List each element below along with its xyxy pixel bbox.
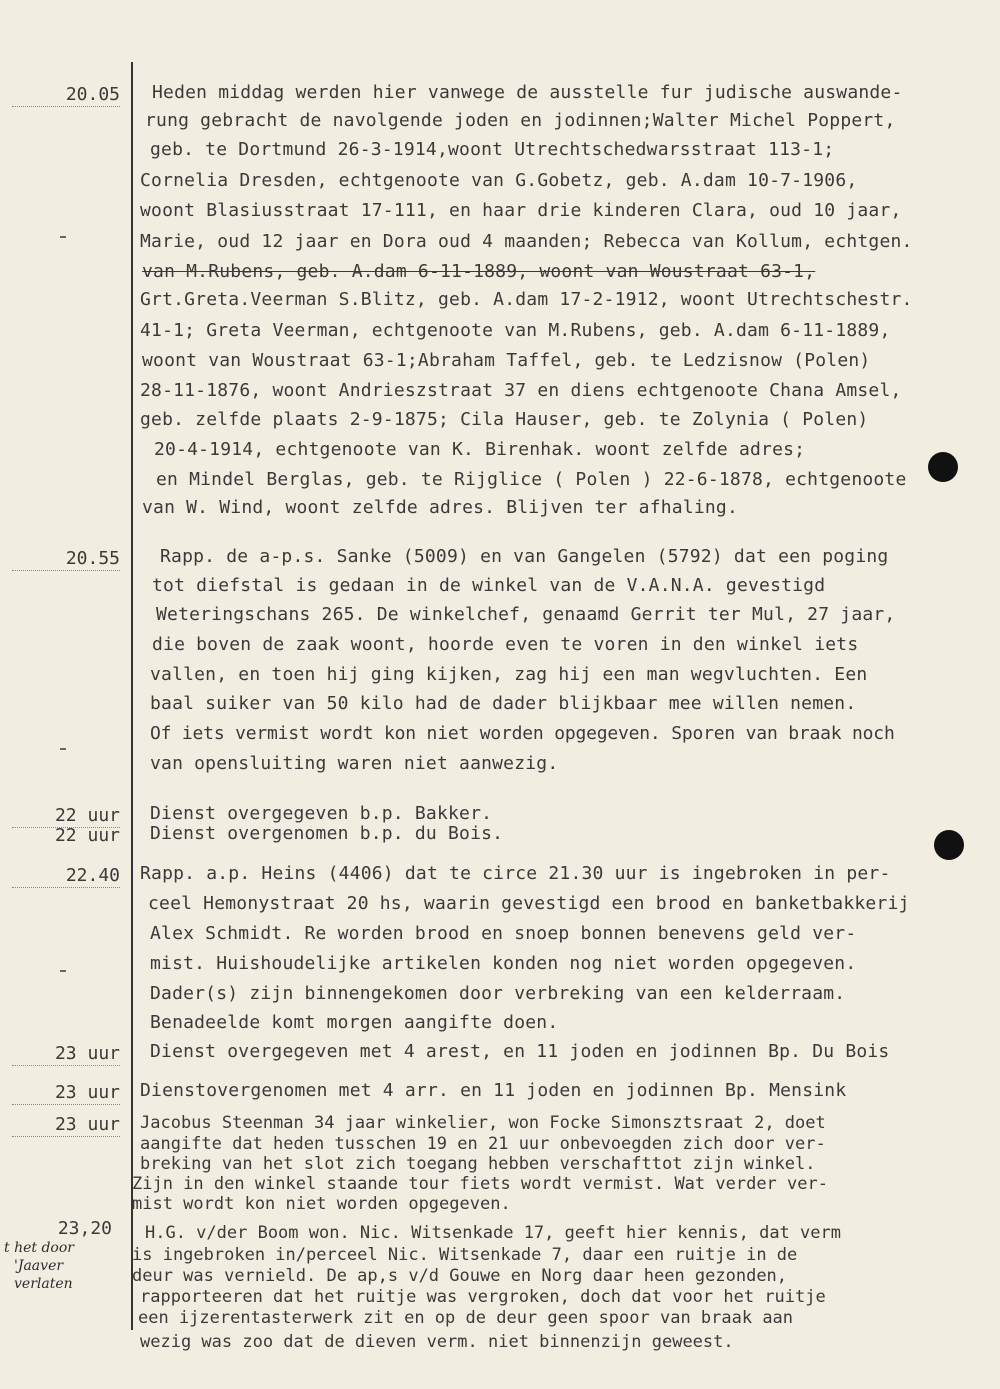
entry-line: Benadeelde komt morgen aangifte doen. — [150, 1012, 559, 1033]
handwritten-margin-note: t het door — [4, 1240, 74, 1256]
entry-line: rapporteeren dat het ruitje was vergroken, doch dat voor het ruitje — [140, 1287, 826, 1307]
entry-time: 23 uur — [12, 1114, 120, 1137]
entry-line: Rapp. de a-p.s. Sanke (5009) en van Gangelen (5792) dat een poging — [160, 546, 889, 567]
entry-time: 22.40 — [12, 865, 120, 888]
entry-line: baal suiker van 50 kilo had de dader blijkbaar mee willen nemen. — [150, 693, 857, 714]
entry-line: Heden middag werden hier vanwege de ausstelle fur judische auswande- — [152, 82, 903, 103]
entry-line: Dader(s) zijn binnengekomen door verbreking van een kelderraam. — [150, 983, 846, 1004]
entry-line: breking van het slot zich toegang hebben verschafttot zijn winkel. — [140, 1154, 816, 1174]
entry-line: 41-1; Greta Veerman, echtgenoote van M.Rubens, geb. A.dam 6-11-1889, — [140, 320, 891, 341]
punch-hole-lower — [934, 830, 964, 860]
entry-line: Cornelia Dresden, echtgenoote van G.Gobetz, geb. A.dam 10-7-1906, — [140, 170, 858, 191]
entry-line: mist wordt kon niet worden opgegeven. — [132, 1194, 511, 1214]
entry-line: Dienstovergenomen met 4 arr. en 11 joden en jodinnen Bp. Mensink — [140, 1080, 847, 1101]
entry-line: rung gebracht de navolgende joden en jodinnen;Walter Michel Poppert, — [145, 110, 896, 131]
entry-line: wezig was zoo dat de dieven verm. niet binnenzijn geweest. — [140, 1332, 734, 1352]
entry-time: 22 uur — [54, 825, 120, 846]
entry-time: 23,20 — [57, 1218, 112, 1239]
entry-time: 20.55 — [12, 548, 120, 571]
punch-hole-upper — [928, 452, 958, 482]
margin-tick — [60, 970, 66, 972]
entry-time: 23 uur — [12, 1082, 120, 1105]
entry-line: woont Blasiusstraat 17-111, en haar drie kinderen Clara, oud 10 jaar, — [140, 200, 902, 221]
entry-line: aangifte dat heden tusschen 19 en 21 uur onbevoegden zich door ver- — [140, 1134, 826, 1154]
entry-line: Jacobus Steenman 34 jaar winkelier, won Focke Simonsztsraat 2, doet — [140, 1113, 826, 1133]
entry-line: die boven de zaak woont, hoorde even te voren in den winkel iets — [152, 634, 859, 655]
entry-time: 20.05 — [12, 84, 120, 107]
entry-line: van M.Rubens, geb. A.dam 6-11-1889, woont van Woustraat 63-1, — [142, 261, 816, 282]
entry-line: Grt.Greta.Veerman S.Blitz, geb. A.dam 17-2-1912, woont Utrechtschestr. — [140, 289, 913, 310]
margin-tick — [60, 236, 66, 238]
entry-time: 22 uur — [12, 805, 120, 828]
entry-line: van opensluiting waren niet aanwezig. — [150, 753, 559, 774]
entry-line: geb. te Dortmund 26-3-1914,woont Utrechtschedwarsstraat 113-1; — [150, 139, 835, 160]
entry-line: Dienst overgenomen b.p. du Bois. — [150, 823, 504, 844]
entry-line: een ijzerentasterwerk zit en op de deur geen spoor van braak aan — [138, 1308, 794, 1328]
handwritten-margin-note: verlaten — [14, 1276, 73, 1292]
entry-line: geb. zelfde plaats 2-9-1875; Cila Hauser, geb. te Zolynia ( Polen) — [140, 409, 869, 430]
entry-line: woont van Woustraat 63-1;Abraham Taffel, geb. te Ledzisnow (Polen) — [142, 350, 871, 371]
entry-line: ceel Hemonystraat 20 hs, waarin gevestigd een brood en banketbakkerij — [148, 893, 910, 914]
margin-tick — [60, 748, 66, 750]
entry-line: tot diefstal is gedaan in de winkel van de V.A.N.A. gevestigd — [152, 575, 826, 596]
entry-line: 28-11-1876, woont Andrieszstraat 37 en diens echtgenoote Chana Amsel, — [140, 380, 902, 401]
entry-line: Marie, oud 12 jaar en Dora oud 4 maanden; Rebecca van Kollum, echtgen. — [140, 231, 913, 252]
entry-line: 20-4-1914, echtgenoote van K. Birenhak. woont zelfde adres; — [154, 439, 806, 460]
entry-line: Alex Schmidt. Re worden brood en snoep bonnen benevens geld ver- — [150, 923, 857, 944]
entry-line: Zijn in den winkel staande tour fiets wordt vermist. Wat verder ver- — [132, 1174, 828, 1194]
entry-line: Dienst overgegeven met 4 arest, en 11 joden en jodinnen Bp. Du Bois — [150, 1041, 890, 1062]
entry-line: mist. Huishoudelijke artikelen konden nog niet worden opgegeven. — [150, 953, 857, 974]
entry-line: van W. Wind, woont zelfde adres. Blijven ter afhaling. — [142, 497, 738, 518]
entry-line: Dienst overgegeven b.p. Bakker. — [150, 803, 493, 824]
entry-line: deur was vernield. De ap,s v/d Gouwe en Norg daar heen gezonden, — [132, 1266, 788, 1286]
entry-line: en Mindel Berglas, geb. te Rijglice ( Polen ) 22-6-1878, echtgenoote — [156, 469, 907, 490]
entry-line: Of iets vermist wordt kon niet worden opgegeven. Sporen van braak noch — [150, 723, 895, 744]
entry-line: H.G. v/der Boom won. Nic. Witsenkade 17, geeft hier kennis, dat verm — [145, 1223, 841, 1243]
entry-line: Weteringschans 265. De winkelchef, genaamd Gerrit ter Mul, 27 jaar, — [156, 604, 896, 625]
handwritten-margin-note: 'Jaaver — [14, 1258, 64, 1274]
margin-rule — [131, 62, 133, 1330]
entry-line: Rapp. a.p. Heins (4406) dat te circe 21.30 uur is ingebroken in per- — [140, 863, 891, 884]
entry-line: is ingebroken in/perceel Nic. Witsenkade 7, daar een ruitje in de — [132, 1245, 798, 1265]
entry-line: vallen, en toen hij ging kijken, zag hij een man wegvluchten. Een — [150, 664, 868, 685]
entry-time: 23 uur — [12, 1043, 120, 1066]
